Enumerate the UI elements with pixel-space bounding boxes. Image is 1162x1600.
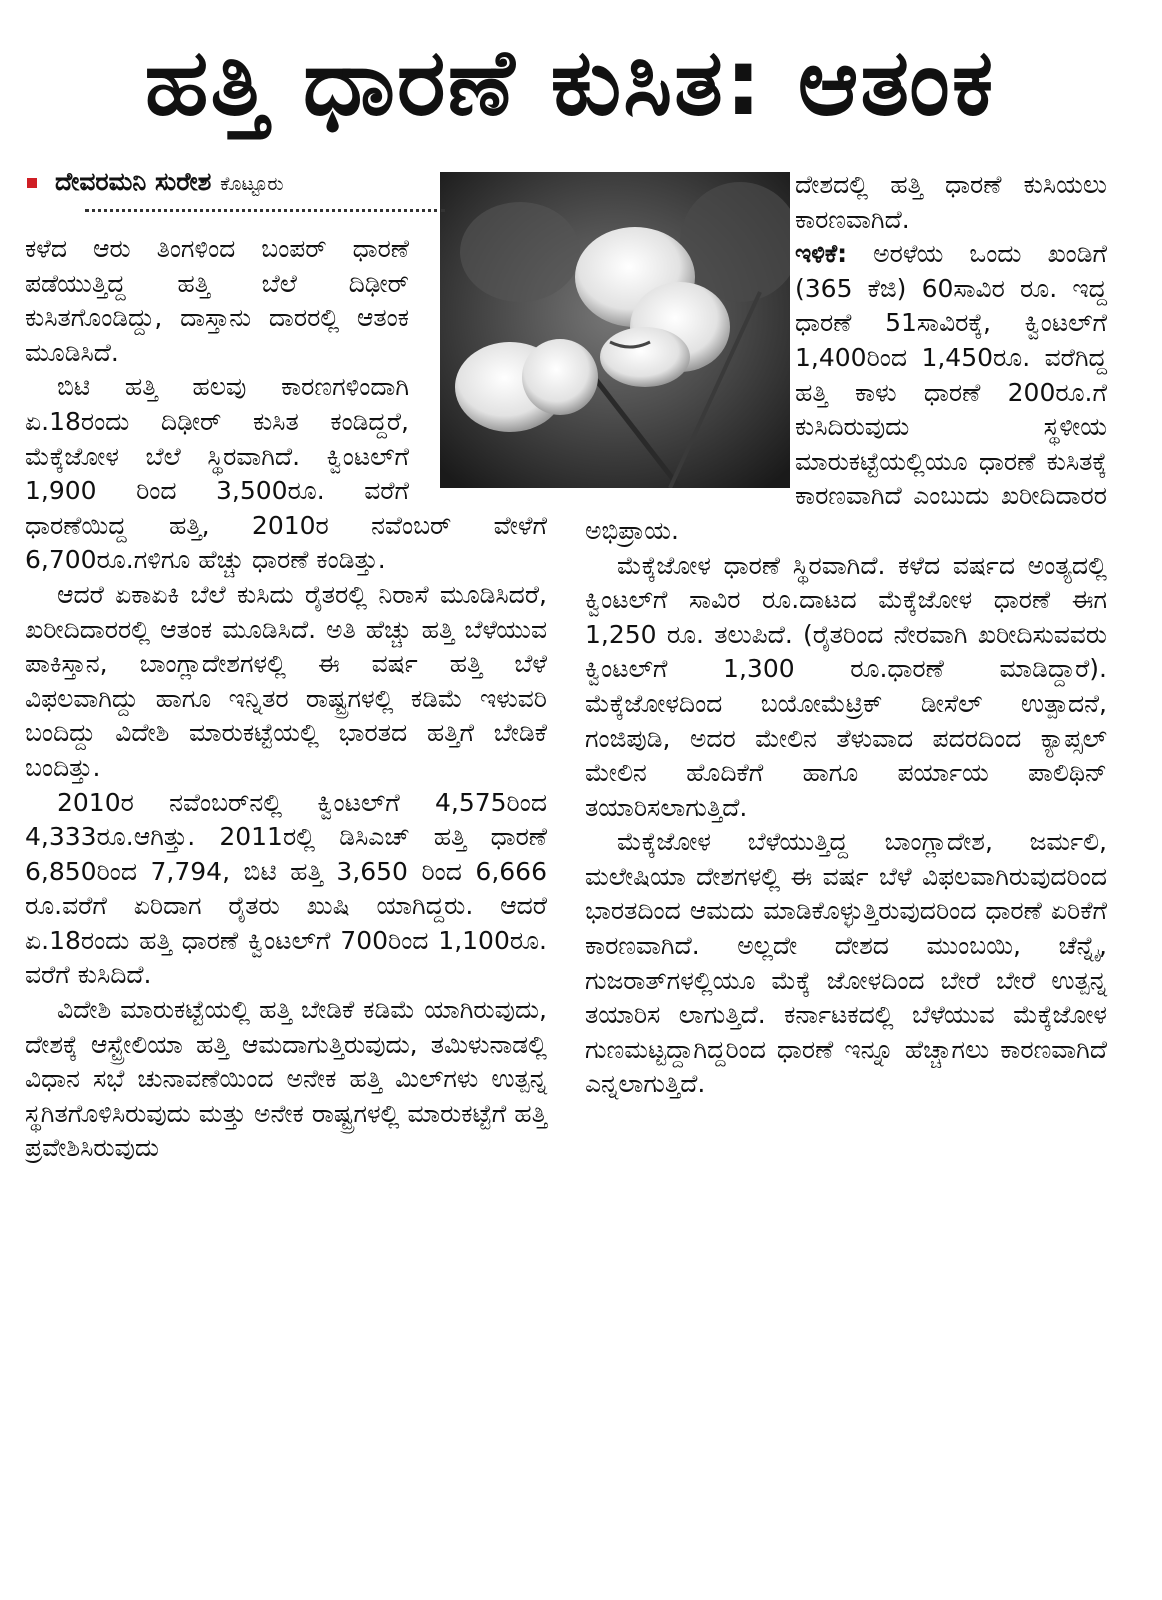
paragraph: ಮೆಕ್ಕೆಜೋಳ ಧಾರಣೆ ಸ್ಥಿರವಾಗಿದೆ. ಕಳೆದ ವರ್ಷದ ಅಂತ್ಯದಲ್ಲಿ ಕ್ವಿಂಟಲ್‌ಗೆ ಸಾವಿರ ರೂ.ದಾಟದ ಮೆಕ್ಕೆಜೋಳ ಧಾರಣೆ ಈಗ 1,250 ರೂ. ತಲುಪಿದೆ. (ರೈತರಿಂದ ನೇರವಾಗಿ ಖರೀದಿಸುವವರು ಕ್ವಿಂಟಲ್‌ಗೆ 1,300 ರೂ.ಧಾರಣೆ ಮಾಡಿದ್ದಾರೆ). ಮೆಕ್ಕೆಜೋಳದಿಂದ ಬಯೋಮೆಟ್ರಿಕ್ ಡೀಸೆಲ್ ಉತ್ಪಾದನೆ, ಗಂಜಿಪುಡಿ, ಅದರ ಮೇಲಿನ ತೆಳುವಾದ ಪದರದಿಂದ ಕ್ಯಾಪ್ಸಲ್ ಮೇಲಿನ ಹೊದಿಕೆಗೆ ಹಾಗೂ ಪರ್ಯಾಯ ಪಾಲಿಥಿನ್ ತಯಾರಿಸಲಾಗುತ್ತಿದೆ. (585, 550, 1107, 822)
left-column (25, 165, 547, 1166)
right-column (585, 168, 1107, 1102)
byline-place: ಕೊಟ್ಟೂರು (220, 173, 284, 195)
paragraph: ಕಳೆದ ಆರು ತಿಂಗಳಿಂದ ಬಂಪರ್ ಧಾರಣೆ ಪಡೆಯುತ್ತಿದ್ದ ಹತ್ತಿ ಬೆಲೆ ದಿಢೀರ್ ಕುಸಿತಗೊಂಡಿದ್ದು, ದಾಸ್ತಾನು ದಾರರಲ್ಲಿ ಆತಂಕ ಮೂಡಿಸಿದೆ. (25, 234, 409, 367)
dotted-divider (85, 205, 445, 212)
bullet-square-icon (27, 178, 37, 188)
paragraph: 2010ರ ನವೆಂಬರ್‌ನಲ್ಲಿ ಕ್ವಿಂಟಲ್‌ಗೆ 4,575ರಿಂದ 4,333ರೂ.ಆಗಿತ್ತು. 2011ರಲ್ಲಿ ಡಿಸಿಎಚ್ ಹತ್ತಿ ಧಾರಣೆ 6,850ರಿಂದ 7,794, ಬಿಟಿ ಹತ್ತಿ 3,650 ರಿಂದ 6,666 ರೂ.ವರೆಗೆ ಏರಿದಾಗ ರೈತರು ಖುಷಿ ಯಾಗಿದ್ದರು. ಆದರೆ ಏ.18ರಂದು ಹತ್ತಿ ಧಾರಣೆ ಕ್ವಿಂಟಲ್‌ಗೆ 700ರಿಂದ 1,100ರೂ. ವರೆಗೆ ಕುಸಿದಿದೆ. (25, 787, 547, 990)
headline: ಹತ್ತಿ ಧಾರಣೆ ಕುಸಿತ: ಆತಂಕ (144, 29, 996, 136)
paragraph: ವಿದೇಶಿ ಮಾರುಕಟ್ಟೆಯಲ್ಲಿ ಹತ್ತಿ ಬೇಡಿಕೆ ಕಡಿಮೆ ಯಾಗಿರುವುದು, ದೇಶಕ್ಕೆ ಆಸ್ಟ್ರೇಲಿಯಾ ಹತ್ತಿ ಆಮದಾಗುತ್ತಿರುವುದು, ತಮಿಳುನಾಡಲ್ಲಿ ವಿಧಾನ ಸಭೆ ಚುನಾವಣೆಯಿಂದ ಅನೇಕ ಹತ್ತಿ ಮಿಲ್‌ಗಳು ಉತ್ಪನ್ನ ಸ್ಥಗಿತಗೊಳಿಸಿರುವುದು ಮತ್ತು ಅನೇಕ ರಾಷ್ಟ್ರಗಳಲ್ಲಿ ಮಾರುಕಟ್ಟೆಗೆ ಹತ್ತಿ ಪ್ರವೇಶಿಸಿರುವುದು (25, 995, 547, 1163)
paragraph: ದೇಶದಲ್ಲಿ ಹತ್ತಿ ಧಾರಣೆ ಕುಸಿಯಲು ಕಾರಣವಾಗಿದೆ. (795, 170, 1107, 234)
paragraph: ಮೆಕ್ಕೆಜೋಳ ಬೆಳೆಯುತ್ತಿದ್ದ ಬಾಂಗ್ಲಾದೇಶ, ಜರ್ಮಲಿ, ಮಲೇಷಿಯಾ ದೇಶಗಳಲ್ಲಿ ಈ ವರ್ಷ ಬೆಳೆ ವಿಫಲವಾಗಿರುವುದರಿಂದ ಭಾರತದಿಂದ ಆಮದು ಮಾಡಿಕೊಳ್ಳುತ್ತಿರುವುದರಿಂದ ಧಾರಣೆ ಏರಿಕೆಗೆ ಕಾರಣವಾಗಿದೆ. ಅಲ್ಲದೇ ದೇಶದ ಮುಂಬಯಿ, ಚೆನ್ನೈ, ಗುಜರಾತ್‌ಗಳಲ್ಲಿಯೂ ಮೆಕ್ಕೆ ಜೋಳದಿಂದ ಬೇರೆ ಬೇರೆ ಉತ್ಪನ್ನ ತಯಾರಿಸ ಲಾಗುತ್ತಿದೆ. ಕರ್ನಾಟಕದಲ್ಲಿ ಬೆಳೆಯುವ ಮೆಕ್ಕೆಜೋಳ ಗುಣಮಟ್ಟದ್ದಾಗಿದ್ದರಿಂದ ಧಾರಣೆ ಇನ್ನೂ ಹೆಚ್ಚಾಗಲು ಕಾರಣವಾಗಿದೆ ಎನ್ನಲಾಗುತ್ತಿದೆ. (585, 827, 1107, 1099)
paragraph-text: ಅರಳೆಯ ಒಂದು ಖಂಡಿಗೆ (365 ಕೆಜಿ) 60ಸಾವಿರ ರೂ. ಇದ್ದ ಧಾರಣೆ 51ಸಾವಿರಕ್ಕೆ, ಕ್ವಿಂಟಲ್‌ಗೆ 1,400ರಿಂದ 1,450ರೂ. ವರೆಗಿದ್ದ ಹತ್ತಿ ಕಾಳು ಧಾರಣೆ 200ರೂ.ಗೆ ಕುಸಿದಿರುವುದು ಸ್ಥಳೀಯ ಮಾರುಕಟ್ಟೆಯಲ್ಲಿಯೂ ಧಾರಣೆ ಕುಸಿತಕ್ಕೆ ಕಾರಣವಾಗಿದೆ ಎಂಬುದು ಖರೀದಿದಾರರ ಅಭಿಪ್ರಾಯ. (585, 239, 1107, 545)
paragraph: ಆದರೆ ಏಕಾಏಕಿ ಬೆಲೆ ಕುಸಿದು ರೈತರಲ್ಲಿ ನಿರಾಸೆ ಮೂಡಿಸಿದರೆ, ಖರೀದಿದಾರರಲ್ಲಿ ಆತಂಕ ಮೂಡಿಸಿದೆ. ಅತಿ ಹೆಚ್ಚು ಹತ್ತಿ ಬೆಳೆಯುವ ಪಾಕಿಸ್ತಾನ, ಬಾಂಗ್ಲಾದೇಶಗಳಲ್ಲಿ ಈ ವರ್ಷ ಹತ್ತಿ ಬೆಳೆ ವಿಫಲವಾಗಿದ್ದು ಹಾಗೂ ಇನ್ನಿತರ ರಾಷ್ಟ್ರಗಳಲ್ಲಿ ಕಡಿಮೆ ಇಳುವರಿ ಬಂದಿದ್ದು ವಿದೇಶಿ ಮಾರುಕಟ್ಟೆಯಲ್ಲಿ ಭಾರತದ ಹತ್ತಿಗೆ ಬೇಡಿಕೆ ಬಂದಿತ್ತು. (25, 579, 547, 782)
byline-author: ದೇವರಮನಿ ಸುರೇಶ (55, 167, 212, 196)
paragraph: ಬಿಟಿ ಹತ್ತಿ ಹಲವು ಕಾರಣಗಳಿಂದಾಗಿ ಏ.18ರಂದು ದಿಢೀರ್ ಕುಸಿತ ಕಂಡಿದ್ದರೆ, ಮೆಕ್ಕೆಜೋಳ ಬೆಲೆ ಸ್ಥಿರವಾಗಿದೆ. ಕ್ವಿಂಟಲ್‌ಗೆ 1,900 ರಿಂದ 3,500ರೂ. ವರೆಗೆ ಧಾರಣೆಯಿದ್ದ ಹತ್ತಿ, 2010ರ ನವೆಂಬರ್ ವೇಳೆಗೆ 6,700ರೂ.ಗಳಿಗೂ ಹೆಚ್ಚು ಧಾರಣೆ ಕಂಡಿತ್ತು. (25, 372, 547, 575)
subheading: ಇಳಿಕೆ: (795, 239, 848, 269)
